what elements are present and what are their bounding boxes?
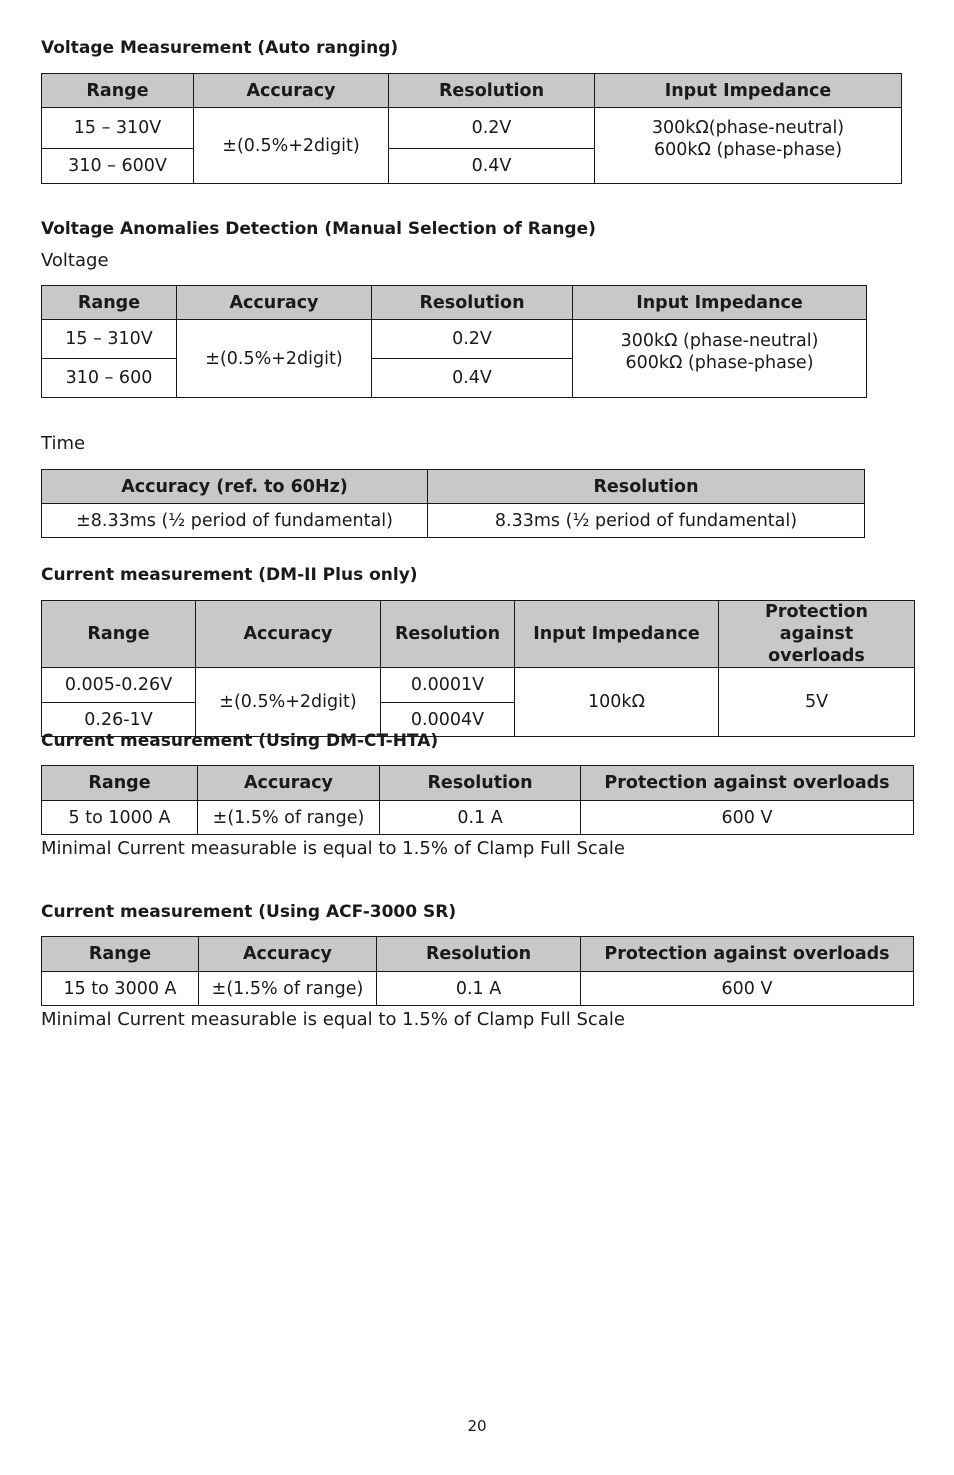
cell-accuracy: ±(0.5%+2digit) (177, 320, 372, 398)
header-resolution: Resolution (380, 766, 581, 801)
current-hta-table (41, 765, 914, 835)
current-dm2-table (41, 600, 915, 737)
header-accuracy: Accuracy (196, 601, 381, 668)
table-row (42, 504, 865, 538)
section-title-voltage-auto: Voltage Measurement (Auto ranging) (41, 38, 399, 58)
header-range: Range (42, 937, 199, 972)
cell-range: 15 – 310V (42, 320, 177, 359)
anomalies-voltage-table (41, 285, 867, 398)
header-range: Range (42, 601, 196, 668)
voltage-auto-table (41, 73, 902, 184)
cell-resolution: 0.2V (372, 320, 573, 359)
header-resolution: Resolution (428, 470, 865, 504)
cell-range: 15 – 310V (42, 108, 194, 149)
current-acf-table (41, 936, 914, 1006)
cell-resolution: 0.0004V (381, 703, 515, 737)
cell-range: 0.005-0.26V (42, 668, 196, 703)
cell-range: 310 – 600V (42, 149, 194, 184)
note-minimal-current: Minimal Current measurable is equal to 1.5% of Clamp Full Scale (41, 838, 625, 859)
cell-input-impedance (573, 320, 867, 398)
cell-resolution: 0.1 A (380, 801, 581, 835)
header-input-impedance: Input Impedance (595, 74, 902, 108)
header-accuracy: Accuracy (177, 286, 372, 320)
header-accuracy: Accuracy (199, 937, 377, 972)
table-header-row (42, 766, 914, 801)
cell-accuracy: ±8.33ms (½ period of fundamental) (42, 504, 428, 538)
cell-accuracy: ±(0.5%+2digit) (194, 108, 389, 184)
cell-resolution: 0.4V (372, 359, 573, 398)
cell-protection: 600 V (581, 972, 914, 1006)
header-protection: Protection against overloads (581, 766, 914, 801)
header-accuracy: Accuracy (194, 74, 389, 108)
table-header-row (42, 937, 914, 972)
table-row (42, 801, 914, 835)
cell-accuracy: ±(1.5% of range) (199, 972, 377, 1006)
subheading-time: Time (41, 433, 86, 454)
section-title-anomalies: Voltage Anomalies Detection (Manual Selection of Range) (41, 219, 596, 239)
table-row (42, 320, 867, 359)
impedance-line: 300kΩ (phase-neutral) (620, 330, 819, 351)
cell-range: 0.26-1V (42, 703, 196, 737)
cell-protection: 600 V (581, 801, 914, 835)
table-header-row (42, 470, 865, 504)
section-title-current-acf: Current measurement (Using ACF-3000 SR) (41, 902, 457, 922)
cell-accuracy: ±(1.5% of range) (198, 801, 380, 835)
table-header-row (42, 74, 902, 108)
header-range: Range (42, 766, 198, 801)
impedance-line: 600kΩ (phase-phase) (625, 352, 814, 373)
cell-input-impedance (595, 108, 902, 184)
cell-resolution: 0.2V (389, 108, 595, 149)
header-accuracy: Accuracy (198, 766, 380, 801)
cell-resolution: 0.4V (389, 149, 595, 184)
table-header-row (42, 286, 867, 320)
cell-range: 310 – 600 (42, 359, 177, 398)
table-row (42, 668, 915, 703)
cell-input-impedance: 100kΩ (515, 668, 719, 737)
table-header-row (42, 601, 915, 668)
header-resolution: Resolution (381, 601, 515, 668)
cell-resolution: 0.1 A (377, 972, 581, 1006)
cell-range: 5 to 1000 A (42, 801, 198, 835)
cell-resolution: 8.33ms (½ period of fundamental) (428, 504, 865, 538)
header-accuracy: Accuracy (ref. to 60Hz) (42, 470, 428, 504)
cell-range: 15 to 3000 A (42, 972, 199, 1006)
subheading-voltage: Voltage (41, 250, 109, 271)
header-resolution: Resolution (372, 286, 573, 320)
section-title-current-dm2: Current measurement (DM-II Plus only) (41, 565, 418, 585)
section-title-current-hta: Current measurement (Using DM-CT-HTA) (41, 731, 439, 751)
header-resolution: Resolution (377, 937, 581, 972)
anomalies-time-table (41, 469, 865, 538)
page-number: 20 (467, 1417, 487, 1435)
impedance-line: 600kΩ (phase-phase) (653, 139, 843, 160)
table-row (42, 972, 914, 1006)
note-minimal-current: Minimal Current measurable is equal to 1.5% of Clamp Full Scale (41, 1009, 625, 1030)
header-protection: Protection against overloads (581, 937, 914, 972)
header-protection: Protection against overloads (719, 601, 915, 668)
cell-accuracy: ±(0.5%+2digit) (196, 668, 381, 737)
table-row (42, 108, 902, 149)
header-input-impedance: Input Impedance (515, 601, 719, 668)
header-range: Range (42, 74, 194, 108)
impedance-line: 300kΩ(phase-neutral) (651, 117, 845, 138)
cell-resolution: 0.0001V (381, 668, 515, 703)
header-range: Range (42, 286, 177, 320)
header-resolution: Resolution (389, 74, 595, 108)
cell-protection: 5V (719, 668, 915, 737)
header-input-impedance: Input Impedance (573, 286, 867, 320)
